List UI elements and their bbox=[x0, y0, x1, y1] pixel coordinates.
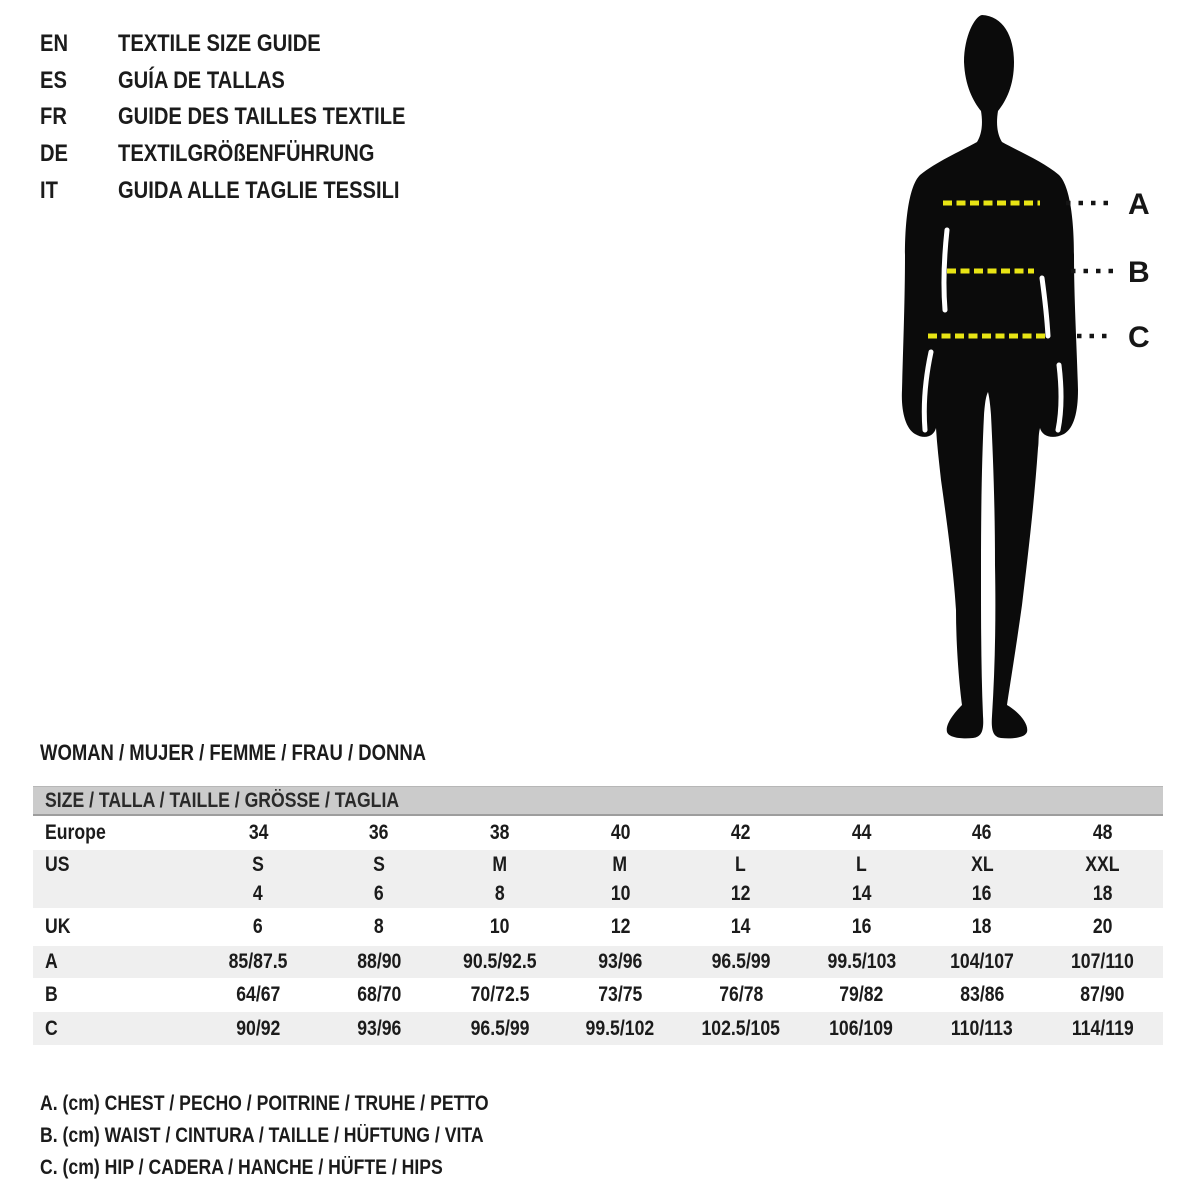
row-label-text: A bbox=[45, 950, 58, 973]
size-cell-text: 96.5/99 bbox=[711, 950, 771, 973]
size-cell bbox=[681, 983, 802, 1007]
size-cell bbox=[198, 821, 319, 845]
size-cell-text: 18 bbox=[972, 915, 992, 938]
size-cell-text: 110/113 bbox=[951, 1016, 1013, 1040]
size-cell-text: M bbox=[612, 852, 628, 876]
size-cell bbox=[681, 915, 802, 939]
measure-label-B: B bbox=[1128, 256, 1150, 289]
table-row bbox=[33, 850, 1163, 879]
size-cell-text: 42 bbox=[730, 821, 751, 844]
size-cell-text: 12 bbox=[730, 881, 751, 905]
size-cell bbox=[681, 1017, 802, 1041]
table-row bbox=[33, 978, 1163, 1012]
size-table-body bbox=[33, 816, 1163, 1045]
language-code-text: DE bbox=[40, 140, 69, 168]
language-title-text: GUIDE DES TAILLES TEXTILE bbox=[118, 103, 406, 131]
size-cell bbox=[922, 983, 1043, 1007]
size-cell-text: 79/82 bbox=[839, 983, 884, 1006]
language-code-text: FR bbox=[40, 103, 67, 131]
row-label bbox=[33, 915, 198, 939]
legend-line-text: C. (cm) HIP / CADERA / HANCHE / HÜFTE / HIPS bbox=[40, 1156, 443, 1179]
size-cell bbox=[198, 882, 319, 906]
table-row bbox=[33, 908, 1163, 946]
row-label-text: UK bbox=[45, 915, 71, 938]
size-cell-text: 8 bbox=[374, 915, 384, 938]
size-cell bbox=[198, 1017, 319, 1041]
size-cell-text: 38 bbox=[489, 821, 510, 844]
size-cell-text: S bbox=[373, 852, 385, 876]
size-cell-text: 44 bbox=[851, 821, 872, 844]
size-cell bbox=[801, 950, 922, 974]
row-label-text: Europe bbox=[45, 821, 106, 844]
language-code bbox=[40, 177, 118, 205]
size-cell-text: XL bbox=[970, 852, 994, 876]
size-cell bbox=[1042, 1017, 1163, 1041]
size-cell bbox=[922, 853, 1043, 877]
size-cell bbox=[1042, 853, 1163, 877]
size-cell-text: 76/78 bbox=[718, 983, 763, 1006]
size-cell-text: 96.5/99 bbox=[470, 1016, 529, 1040]
size-cell-text: 34 bbox=[248, 821, 269, 844]
size-cell bbox=[560, 853, 681, 877]
size-cell-text: 88/90 bbox=[356, 950, 402, 973]
language-title-text: GUÍA DE TALLAS bbox=[118, 66, 285, 94]
size-cell-text: L bbox=[735, 852, 747, 876]
size-cell bbox=[439, 1017, 560, 1041]
size-cell-text: 18 bbox=[1092, 881, 1113, 905]
size-cell-text: 73/75 bbox=[598, 983, 643, 1006]
size-cell bbox=[560, 915, 681, 939]
size-cell-text: 93/96 bbox=[356, 1016, 402, 1040]
language-code bbox=[40, 103, 118, 131]
language-title-text: GUIDA ALLE TAGLIE TESSILI bbox=[118, 176, 400, 204]
size-cell bbox=[198, 853, 319, 877]
size-cell bbox=[439, 882, 560, 906]
size-cell bbox=[681, 821, 802, 845]
language-row bbox=[40, 63, 460, 100]
size-cell bbox=[801, 882, 922, 906]
size-cell-text: 99.5/103 bbox=[827, 950, 896, 973]
row-label bbox=[33, 853, 198, 877]
size-cell bbox=[801, 1017, 922, 1041]
left-arm-gap bbox=[944, 230, 947, 310]
size-cell-text: 36 bbox=[369, 821, 389, 844]
size-cell-text: 90/92 bbox=[236, 1016, 281, 1040]
size-cell-text: 10 bbox=[610, 881, 630, 905]
size-cell bbox=[681, 950, 802, 974]
size-cell bbox=[439, 821, 560, 845]
size-cell-text: 14 bbox=[730, 915, 751, 938]
measurement-legend bbox=[40, 1088, 574, 1184]
size-cell-text: L bbox=[856, 852, 867, 876]
size-cell bbox=[439, 983, 560, 1007]
size-cell-text: 6 bbox=[374, 881, 384, 905]
table-row bbox=[33, 879, 1163, 908]
size-cell bbox=[922, 882, 1043, 906]
size-cell bbox=[319, 821, 440, 845]
size-table-header bbox=[33, 786, 1163, 816]
legend-line bbox=[40, 1120, 574, 1152]
size-cell bbox=[319, 853, 440, 877]
legend-line-text: A. (cm) CHEST / PECHO / POITRINE / TRUHE / PETTO bbox=[40, 1092, 489, 1115]
language-code bbox=[40, 140, 118, 168]
size-cell-text: 106/109 bbox=[829, 1016, 894, 1040]
size-cell-text: 99.5/102 bbox=[585, 1016, 655, 1040]
gender-section-title bbox=[40, 740, 500, 766]
size-cell bbox=[681, 882, 802, 906]
size-cell bbox=[1042, 915, 1163, 939]
size-table bbox=[33, 786, 1163, 1045]
size-cell bbox=[922, 950, 1043, 974]
language-title-text: TEXTILGRÖßENFÜHRUNG bbox=[118, 140, 375, 168]
size-cell-text: M bbox=[492, 852, 507, 876]
size-cell-text: 107/110 bbox=[1071, 950, 1135, 973]
legend-line bbox=[40, 1088, 574, 1120]
size-cell bbox=[922, 915, 1043, 939]
language-row bbox=[40, 136, 460, 173]
row-label-text: B bbox=[45, 983, 58, 1006]
size-cell-text: XXL bbox=[1085, 852, 1120, 876]
size-cell-text: 90.5/92.5 bbox=[462, 950, 537, 973]
size-cell-text: 14 bbox=[851, 881, 872, 905]
size-cell bbox=[1042, 882, 1163, 906]
size-cell bbox=[198, 915, 319, 939]
row-label bbox=[33, 1017, 198, 1041]
language-code-text: IT bbox=[40, 176, 58, 204]
size-cell bbox=[439, 950, 560, 974]
language-row bbox=[40, 26, 460, 63]
size-cell-text: 40 bbox=[610, 821, 630, 844]
size-cell-text: 16 bbox=[851, 915, 872, 938]
size-cell bbox=[801, 915, 922, 939]
row-label bbox=[33, 950, 198, 974]
size-cell bbox=[198, 950, 319, 974]
size-cell bbox=[319, 950, 440, 974]
size-cell-text: 6 bbox=[253, 915, 264, 938]
size-cell-text: 16 bbox=[972, 881, 992, 905]
woman-silhouette-svg bbox=[870, 0, 1200, 765]
size-cell bbox=[319, 915, 440, 939]
size-cell bbox=[319, 882, 440, 906]
size-cell bbox=[801, 853, 922, 877]
size-cell-text: 93/96 bbox=[598, 950, 643, 973]
size-cell bbox=[1042, 950, 1163, 974]
size-cell-text: 20 bbox=[1092, 915, 1113, 938]
size-cell bbox=[439, 915, 560, 939]
size-cell bbox=[439, 853, 560, 877]
size-cell-text: 64/67 bbox=[236, 983, 281, 1006]
size-cell bbox=[560, 821, 681, 845]
size-cell bbox=[319, 983, 440, 1007]
size-cell-text: 87/90 bbox=[1080, 983, 1125, 1006]
row-label-text: US bbox=[45, 852, 70, 876]
size-cell bbox=[560, 1017, 681, 1041]
size-cell-text: 12 bbox=[610, 915, 630, 938]
size-cell-text: 46 bbox=[972, 821, 992, 844]
table-row bbox=[33, 1012, 1163, 1045]
size-cell bbox=[1042, 983, 1163, 1007]
size-cell-text: 10 bbox=[489, 915, 510, 938]
measure-label-A: A bbox=[1128, 188, 1150, 221]
legend-line bbox=[40, 1152, 574, 1184]
language-code-text: EN bbox=[40, 30, 69, 58]
table-row bbox=[33, 816, 1163, 850]
size-cell-text: 104/107 bbox=[950, 950, 1014, 973]
language-row bbox=[40, 99, 460, 136]
size-cell bbox=[1042, 821, 1163, 845]
size-cell-text: 114/119 bbox=[1071, 1016, 1134, 1040]
language-title bbox=[118, 177, 453, 205]
language-title bbox=[118, 30, 359, 58]
size-cell bbox=[560, 950, 681, 974]
gender-section-title-text: WOMAN / MUJER / FEMME / FRAU / DONNA bbox=[40, 740, 427, 765]
language-title-list bbox=[40, 26, 460, 209]
size-cell bbox=[560, 882, 681, 906]
size-cell bbox=[319, 1017, 440, 1041]
size-cell-text: 8 bbox=[494, 881, 505, 905]
language-title-text: TEXTILE SIZE GUIDE bbox=[118, 30, 321, 58]
language-code bbox=[40, 30, 118, 58]
size-cell bbox=[922, 1017, 1043, 1041]
size-cell-text: 4 bbox=[253, 881, 264, 905]
size-cell bbox=[560, 983, 681, 1007]
legend-line-text: B. (cm) WAIST / CINTURA / TAILLE / HÜFTUNG / VITA bbox=[40, 1124, 484, 1147]
size-cell bbox=[922, 821, 1043, 845]
size-cell-text: 48 bbox=[1092, 821, 1113, 844]
row-label bbox=[33, 821, 198, 845]
size-cell bbox=[681, 853, 802, 877]
size-cell-text: 68/70 bbox=[356, 983, 402, 1006]
language-title bbox=[118, 103, 460, 131]
size-cell-text: 102.5/105 bbox=[701, 1016, 781, 1040]
size-cell-text: 85/87.5 bbox=[228, 950, 288, 973]
table-row bbox=[33, 946, 1163, 978]
language-title bbox=[118, 140, 423, 168]
size-cell-text: 83/86 bbox=[959, 983, 1005, 1006]
measure-label-C: C bbox=[1128, 321, 1150, 354]
row-label bbox=[33, 882, 198, 906]
size-cell bbox=[801, 983, 922, 1007]
size-table-header-text: SIZE / TALLA / TAILLE / GRÖSSE / TAGLIA bbox=[45, 788, 400, 812]
row-label bbox=[33, 983, 198, 1007]
size-cell-text: S bbox=[252, 852, 265, 876]
language-code bbox=[40, 67, 118, 95]
size-cell-text: 70/72.5 bbox=[470, 983, 529, 1006]
size-cell bbox=[198, 983, 319, 1007]
language-code-text: ES bbox=[40, 66, 67, 94]
measurement-figure bbox=[870, 0, 1200, 765]
row-label-text: C bbox=[45, 1016, 58, 1040]
size-cell bbox=[801, 821, 922, 845]
language-title bbox=[118, 67, 317, 95]
language-row bbox=[40, 172, 460, 209]
